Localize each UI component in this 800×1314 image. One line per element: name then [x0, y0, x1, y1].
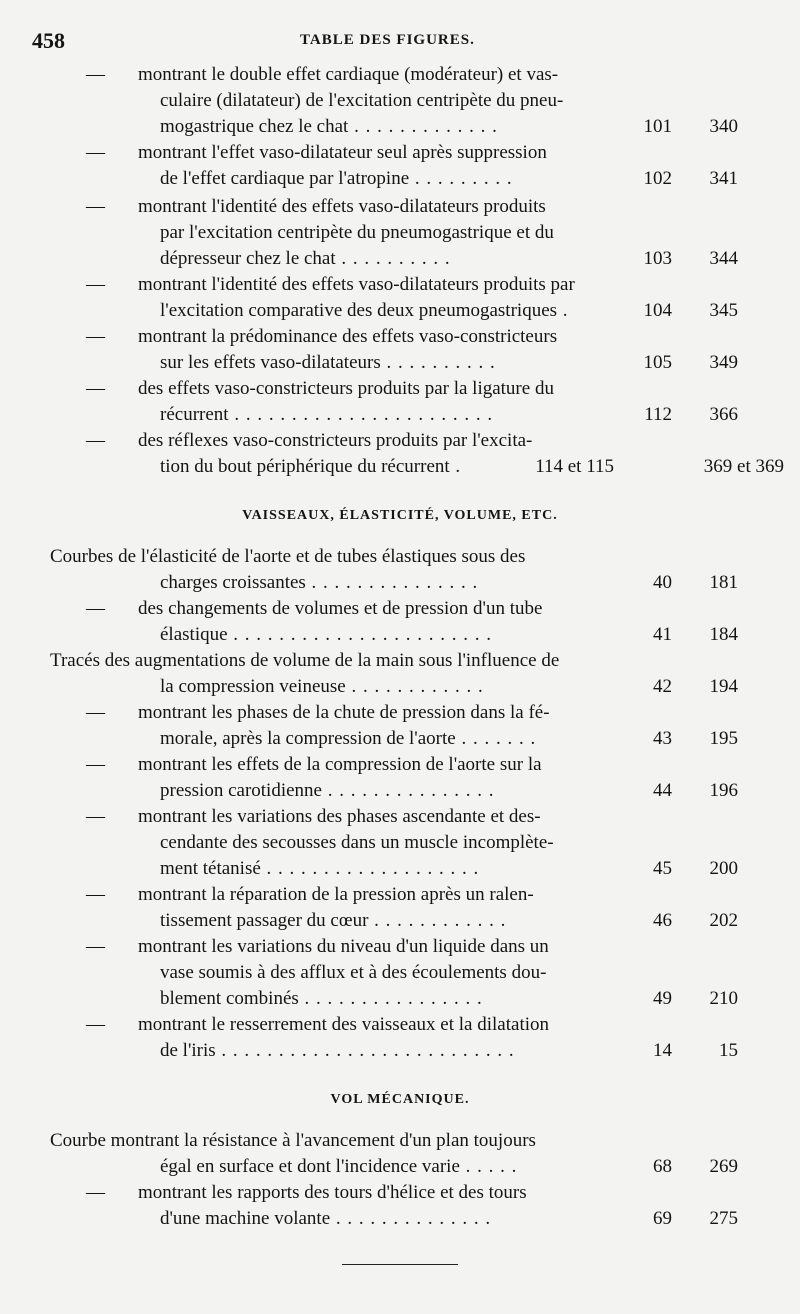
dot-leader: . . . . . . . . . . . . . . . — [321, 780, 495, 801]
entry-text: morale, après la compression de l'aorte . . . . . . . — [160, 728, 537, 749]
entry-line — [0, 544, 800, 570]
entry-text: montrant les effets de la compression de l'aorte sur la — [138, 754, 542, 775]
entry-line — [0, 1038, 800, 1064]
entry-text: la compression veineuse . . . . . . . . . . . . — [160, 676, 484, 697]
dot-leader: . . . . . . . . . . . . . . . . . . . — [260, 858, 480, 879]
dot-leader: . . . . . . . . . . . . — [368, 910, 507, 931]
figure-number: 104 — [643, 300, 672, 321]
entry-text: montrant l'effet vaso-dilatateur seul après suppression — [138, 142, 547, 163]
entry-line — [0, 324, 800, 350]
dot-leader: . — [449, 456, 462, 477]
dot-leader: . . . . . . . . . . — [335, 248, 451, 269]
figure-number: 41 — [653, 624, 672, 645]
figure-number: 44 — [653, 780, 672, 801]
entry-line — [0, 376, 800, 402]
entry-line — [0, 1012, 800, 1038]
entry-line — [0, 298, 800, 324]
page-reference: 344 — [709, 248, 738, 269]
entry-line — [0, 934, 800, 960]
section-heading: VOL MÉCANIQUE. — [330, 1092, 470, 1107]
page-reference: 195 — [709, 728, 738, 749]
entry-line — [0, 830, 800, 856]
entry-text: tissement passager du cœur . . . . . . . . . . . . — [160, 910, 507, 931]
entry-line — [0, 1128, 800, 1154]
entry-dash: — — [86, 806, 105, 827]
entry-dash: — — [86, 1182, 105, 1203]
entry-dash: — — [86, 936, 105, 957]
entry-line — [0, 778, 800, 804]
entry-text: Tracés des augmentations de volume de la main sous l'influence de — [50, 650, 560, 671]
entry-line — [0, 882, 800, 908]
entry-line — [0, 726, 800, 752]
entry-line — [0, 194, 800, 220]
page-reference: 15 — [719, 1040, 738, 1061]
entry-line — [0, 596, 800, 622]
entry-line — [0, 1206, 800, 1232]
dot-leader: . . . . . . . . . . — [380, 352, 496, 373]
entry-dash: — — [86, 326, 105, 347]
dot-leader: . . . . . . . . . . . . — [345, 676, 484, 697]
page-reference: 340 — [709, 116, 738, 137]
dot-leader: . . . . . . . . . . . . . — [348, 116, 498, 137]
dot-leader: . . . . . . . . . . . . . . . — [305, 572, 479, 593]
entry-dash: — — [86, 142, 105, 163]
figure-number: 49 — [653, 988, 672, 1009]
entry-text: vase soumis à des afflux et à des écoulements dou- — [160, 962, 547, 983]
figure-number: 46 — [653, 910, 672, 931]
entry-line — [0, 700, 800, 726]
running-title: TABLE DES FIGURES. — [300, 32, 475, 48]
entry-text: montrant le double effet cardiaque (modérateur) et vas- — [138, 64, 559, 85]
entry-line — [0, 986, 800, 1012]
page-reference: 200 — [709, 858, 738, 879]
figure-number: 102 — [643, 168, 672, 189]
dot-leader: . . . . . . . — [455, 728, 537, 749]
entry-text: Courbe montrant la résistance à l'avancement d'un plan toujours — [50, 1130, 536, 1151]
figure-number: 40 — [653, 572, 672, 593]
entry-dash: — — [86, 64, 105, 85]
entry-line — [0, 570, 800, 596]
page-reference: 349 — [709, 352, 738, 373]
page-reference: 210 — [709, 988, 738, 1009]
entry-dash: — — [86, 702, 105, 723]
entry-text: des effets vaso-constricteurs produits par la ligature du — [138, 378, 554, 399]
entry-line — [0, 220, 800, 246]
entry-line — [0, 908, 800, 934]
entry-dash: — — [86, 378, 105, 399]
entry-dash: — — [86, 1014, 105, 1035]
entry-line — [0, 960, 800, 986]
entry-line — [0, 140, 800, 166]
entry-text: charges croissantes . . . . . . . . . . . . . . . — [160, 572, 479, 593]
entry-text: des changements de volumes et de pression d'un tube — [138, 598, 543, 619]
dot-leader: . . . . . . . . . . . . . . . . . . . . . . . — [227, 624, 493, 645]
figure-number: 101 — [643, 116, 672, 137]
entry-text: montrant la prédominance des effets vaso-constricteurs — [138, 326, 558, 347]
entry-text: des réflexes vaso-constricteurs produits par l'excita- — [138, 430, 533, 451]
entry-text: récurrent . . . . . . . . . . . . . . . . . . . . . . . — [160, 404, 494, 425]
entry-text: de l'effet cardiaque par l'atropine . . . . . . . . . — [160, 168, 513, 189]
entry-text: tion du bout périphérique du récurrent . — [160, 456, 462, 477]
page-reference: 269 — [709, 1156, 738, 1177]
page-reference: 181 — [709, 572, 738, 593]
entry-text: montrant les variations des phases ascendante et des- — [138, 806, 541, 827]
page-reference: 196 — [709, 780, 738, 801]
entry-text: blement combinés . . . . . . . . . . . . . . . . — [160, 988, 483, 1009]
dot-leader: . . . . . . . . . . . . . . . . . . . . . . . . . . — [215, 1040, 515, 1061]
entry-text: de l'iris . . . . . . . . . . . . . . . . . . . . . . . . . . — [160, 1040, 515, 1061]
entry-line — [0, 402, 800, 428]
entry-line — [0, 1180, 800, 1206]
figure-number: 45 — [653, 858, 672, 879]
dot-leader: . . . . . . . . . . . . . . . . . . . . . . . — [228, 404, 494, 425]
entry-line — [0, 272, 800, 298]
entry-line — [0, 1154, 800, 1180]
page-reference: 345 — [709, 300, 738, 321]
page-reference: 275 — [709, 1208, 738, 1229]
figure-number: 42 — [653, 676, 672, 697]
entry-line — [0, 454, 800, 480]
entry-line — [0, 674, 800, 700]
entry-text: égal en surface et dont l'incidence varie . . . . . — [160, 1156, 518, 1177]
dot-leader: . — [557, 300, 569, 321]
entry-text: par l'excitation centripète du pneumogastrique et du — [160, 222, 554, 243]
dot-leader: . . . . . . . . . . . . . . . . — [298, 988, 483, 1009]
entry-line — [0, 622, 800, 648]
figure-number: 114 et 115 — [535, 456, 614, 477]
figure-number: 14 — [653, 1040, 672, 1061]
page-reference: 184 — [709, 624, 738, 645]
entry-line — [0, 752, 800, 778]
figure-number: 105 — [643, 352, 672, 373]
entry-line — [0, 804, 800, 830]
entry-text: montrant l'identité des effets vaso-dilatateurs produits par — [138, 274, 575, 295]
entry-text: dépresseur chez le chat . . . . . . . . . . — [160, 248, 451, 269]
entry-dash: — — [86, 196, 105, 217]
entry-text: mogastrique chez le chat . . . . . . . . . . . . . — [160, 116, 498, 137]
entry-line — [0, 62, 800, 88]
footer-rule — [342, 1264, 458, 1265]
entry-dash: — — [86, 274, 105, 295]
page-reference: 369 et 369 — [703, 456, 784, 477]
entry-line — [0, 428, 800, 454]
entry-text: montrant les phases de la chute de pression dans la fé- — [138, 702, 550, 723]
figure-number: 103 — [643, 248, 672, 269]
entry-line — [0, 246, 800, 272]
entry-line — [0, 856, 800, 882]
entry-line — [0, 166, 800, 192]
page-reference: 366 — [709, 404, 738, 425]
page-reference: 202 — [709, 910, 738, 931]
entry-text: l'excitation comparative des deux pneumogastriques . — [160, 300, 569, 321]
page-header — [0, 28, 800, 62]
entry-text: culaire (dilatateur) de l'excitation centripète du pneu- — [160, 90, 564, 111]
entry-text: cendante des secousses dans un muscle incomplète- — [160, 832, 554, 853]
figure-number: 112 — [644, 404, 672, 425]
entry-dash: — — [86, 430, 105, 451]
figure-number: 68 — [653, 1156, 672, 1177]
page-number: 458 — [32, 28, 65, 53]
entry-text: ment tétanisé . . . . . . . . . . . . . . . . . . . — [160, 858, 480, 879]
entry-text: montrant les rapports des tours d'hélice et des tours — [138, 1182, 527, 1203]
page-reference: 341 — [709, 168, 738, 189]
entry-dash: — — [86, 598, 105, 619]
entry-line — [0, 114, 800, 140]
entry-text: sur les effets vaso-dilatateurs . . . . . . . . . . — [160, 352, 496, 373]
dot-leader: . . . . . . . . . — [409, 168, 513, 189]
figure-number: 69 — [653, 1208, 672, 1229]
dot-leader: . . . . . . . . . . . . . . — [330, 1208, 492, 1229]
dot-leader: . . . . . — [459, 1156, 518, 1177]
entry-text: Courbes de l'élasticité de l'aorte et de tubes élastiques sous des — [50, 546, 526, 567]
entry-line — [0, 88, 800, 114]
entry-text: montrant l'identité des effets vaso-dilatateurs produits — [138, 196, 546, 217]
entry-dash: — — [86, 884, 105, 905]
entry-text: montrant la réparation de la pression après un ralen- — [138, 884, 534, 905]
entry-text: d'une machine volante . . . . . . . . . . . . . . — [160, 1208, 492, 1229]
page-reference: 194 — [709, 676, 738, 697]
entry-dash: — — [86, 754, 105, 775]
entry-text: montrant les variations du niveau d'un liquide dans un — [138, 936, 549, 957]
entry-text: montrant le resserrement des vaisseaux et la dilatation — [138, 1014, 549, 1035]
section-heading: VAISSEAUX, ÉLASTICITÉ, VOLUME, ETC. — [242, 508, 558, 523]
entry-text: élastique . . . . . . . . . . . . . . . . . . . . . . . — [160, 624, 493, 645]
figure-number: 43 — [653, 728, 672, 749]
entry-line — [0, 648, 800, 674]
entry-line — [0, 350, 800, 376]
entry-text: pression carotidienne . . . . . . . . . . . . . . . — [160, 780, 495, 801]
